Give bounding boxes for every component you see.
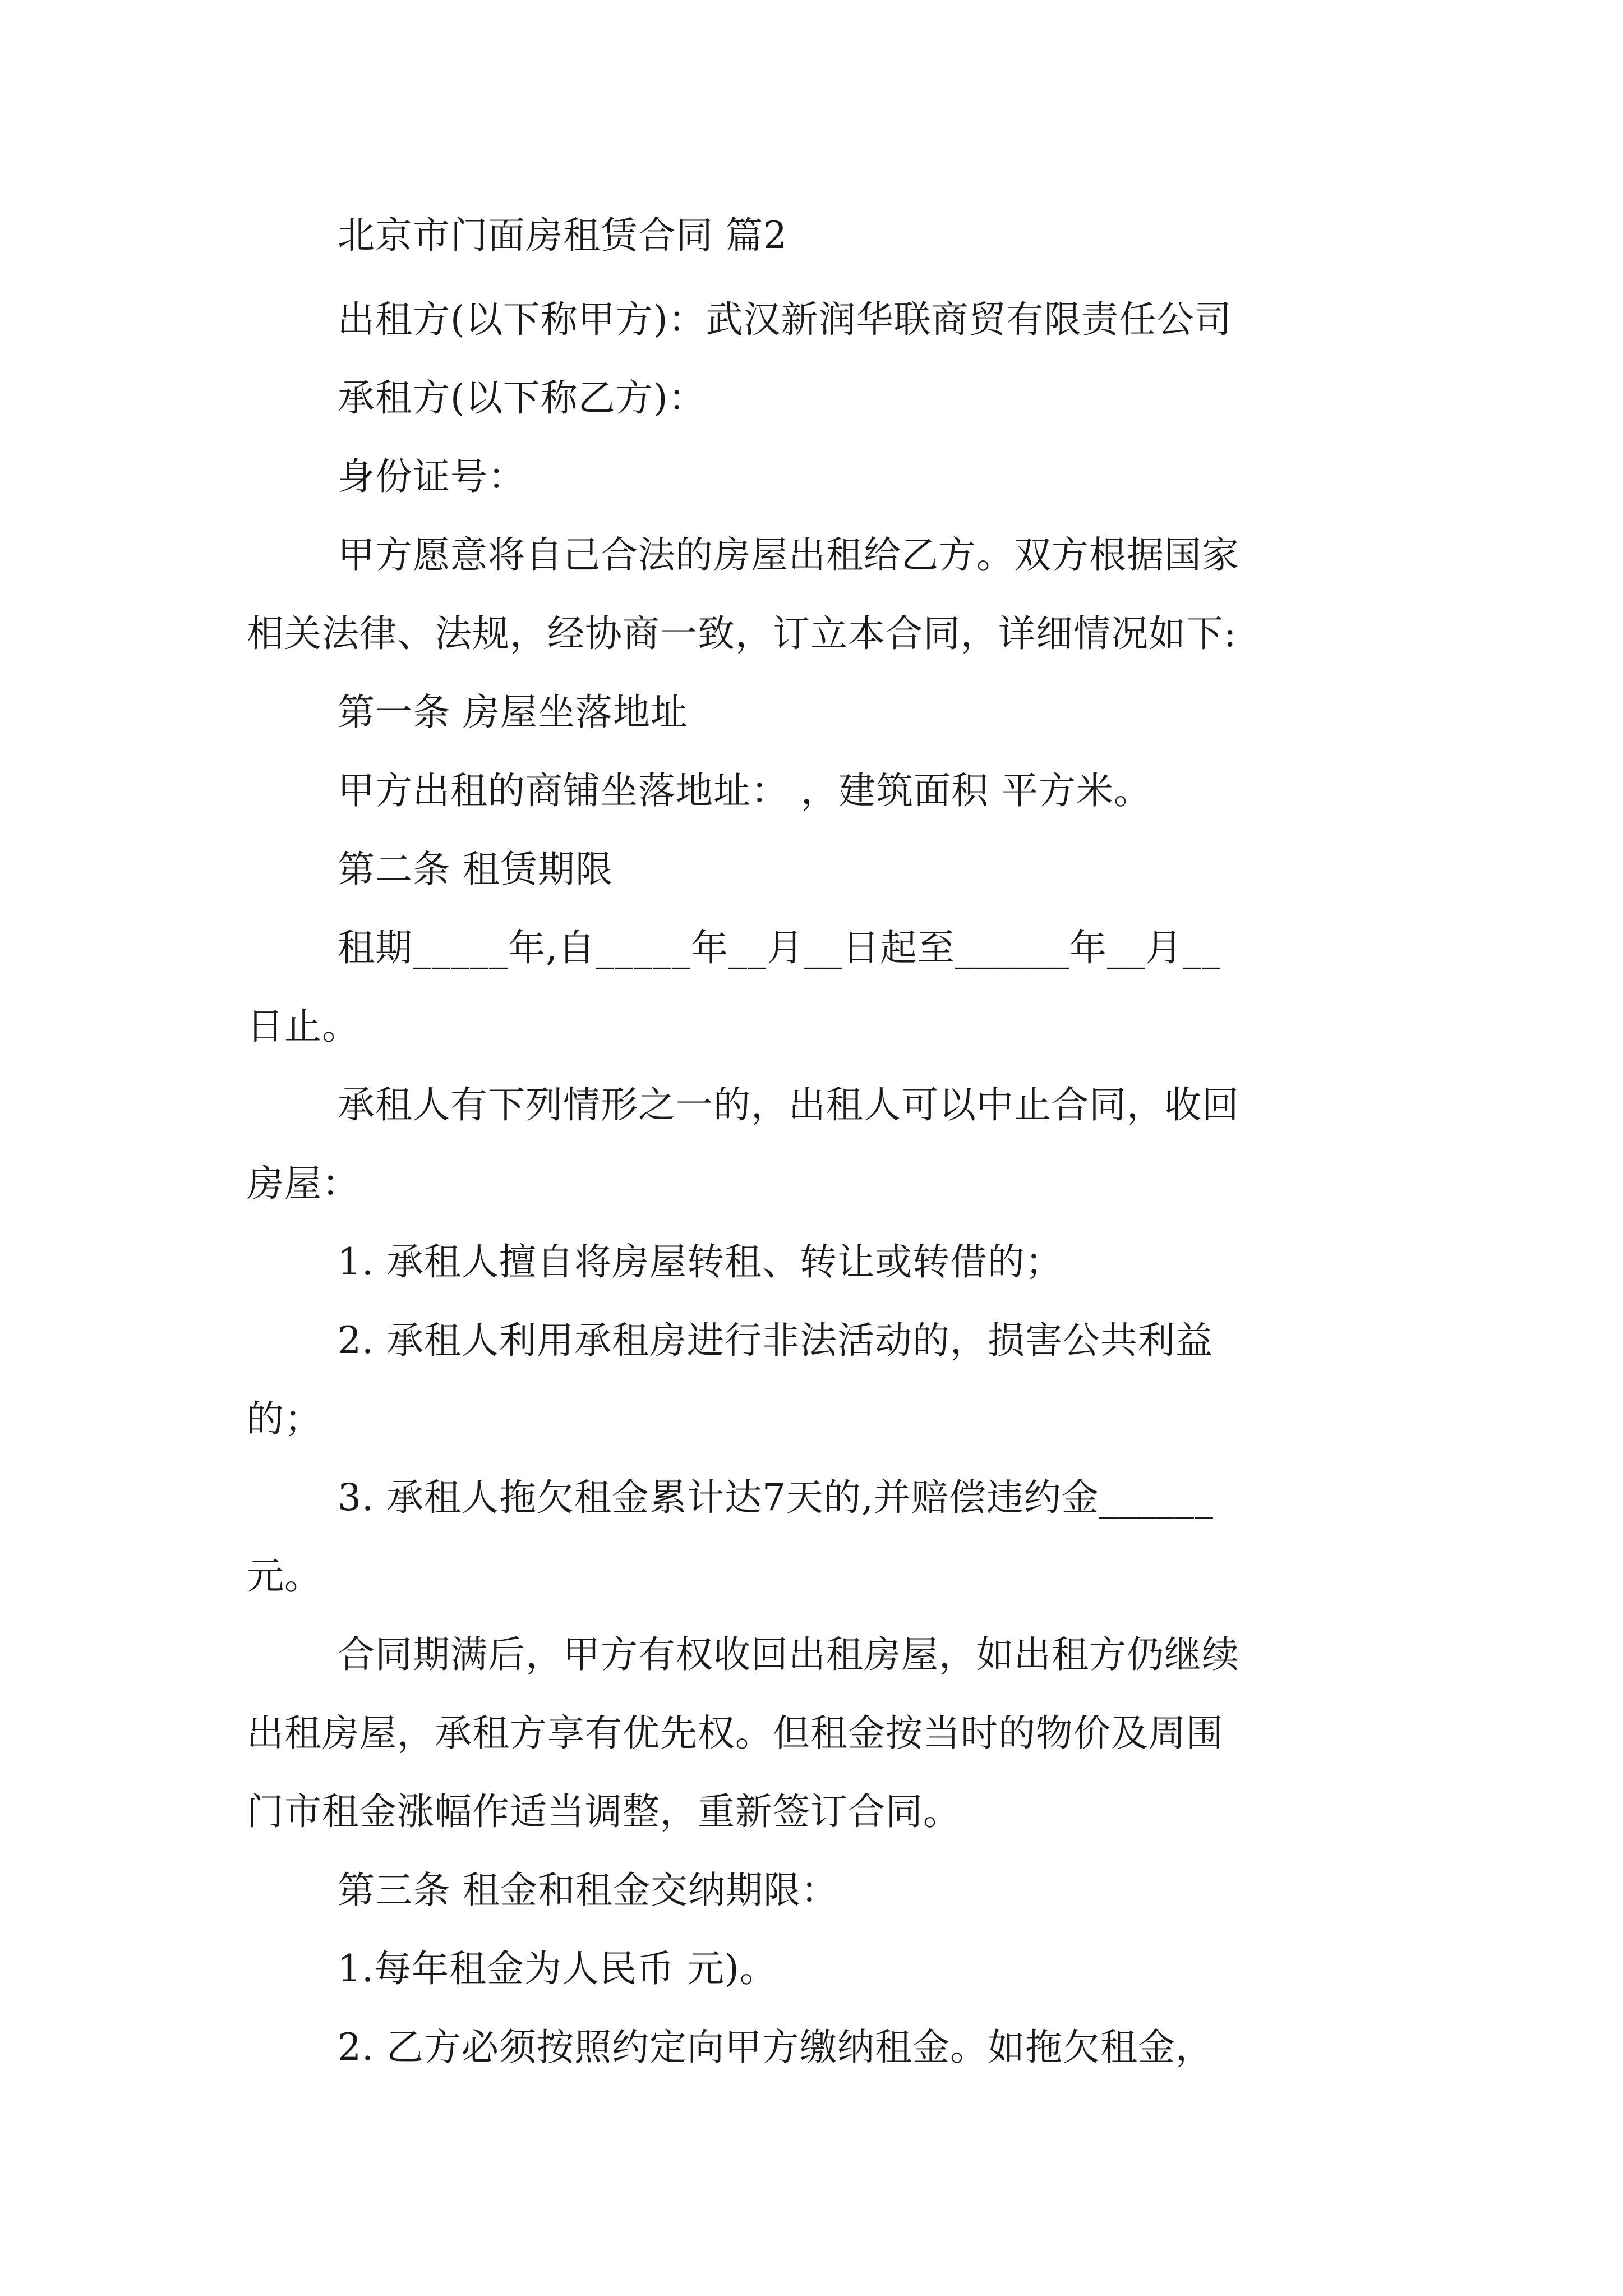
lease-term-line-1: 租期_____年,自_____年__月__日起至______年__月__ xyxy=(338,926,1221,969)
preamble-line-1: 甲方愿意将自己合法的房屋出租给乙方。双方根据国家 xyxy=(338,533,1239,577)
lessee-line: 承租方(以下称乙方)： xyxy=(338,376,706,420)
termination-item-3-line-2: 元。 xyxy=(247,1554,322,1598)
termination-item-1: 1. 承租人擅自将房屋转租、转让或转借的； xyxy=(338,1240,1063,1283)
renewal-line-2: 出租房屋，承租方享有优先权。但租金按当时的物价及周围 xyxy=(247,1711,1224,1755)
renewal-line-1: 合同期满后，甲方有权收回出租房屋，如出租方仍继续 xyxy=(338,1633,1239,1676)
preamble-line-2: 相关法律、法规，经协商一致，订立本合同，详细情况如下: xyxy=(247,612,1237,655)
termination-item-2-line-1: 2. 承租人利用承租房进行非法活动的，损害公共利益 xyxy=(338,1319,1213,1362)
article-3-heading: 第三条 租金和租金交纳期限： xyxy=(338,1869,838,1912)
rent-item-2: 2. 乙方必须按照约定向甲方缴纳租金。如拖欠租金， xyxy=(338,2026,1213,2069)
rent-item-1: 1.每年租金为人民币 元)。 xyxy=(338,1947,777,1990)
termination-item-3-line-1: 3. 承租人拖欠租金累计达7天的,并赔偿违约金______ xyxy=(338,1476,1214,1519)
termination-intro-line-2: 房屋： xyxy=(247,1162,359,1205)
document-title: 北京市门面房租赁合同 篇2 xyxy=(338,214,787,257)
id-number-line: 身份证号： xyxy=(338,455,525,498)
termination-item-2-line-2: 的； xyxy=(247,1397,322,1441)
lease-term-line-2: 日止。 xyxy=(247,1005,359,1048)
article-2-heading: 第二条 租赁期限 xyxy=(338,848,613,891)
termination-intro-line-1: 承租人有下列情形之一的，出租人可以中止合同，收回 xyxy=(338,1083,1239,1126)
article-1-text: 甲方出租的商铺坐落地址： ，建筑面积 平方米。 xyxy=(338,769,1151,812)
article-1-heading: 第一条 房屋坐落地址 xyxy=(338,691,688,734)
renewal-line-3: 门市租金涨幅作适当调整，重新签订合同。 xyxy=(247,1790,961,1833)
lessor-line: 出租方(以下称甲方)：武汉新润华联商贸有限责任公司 xyxy=(338,298,1232,341)
